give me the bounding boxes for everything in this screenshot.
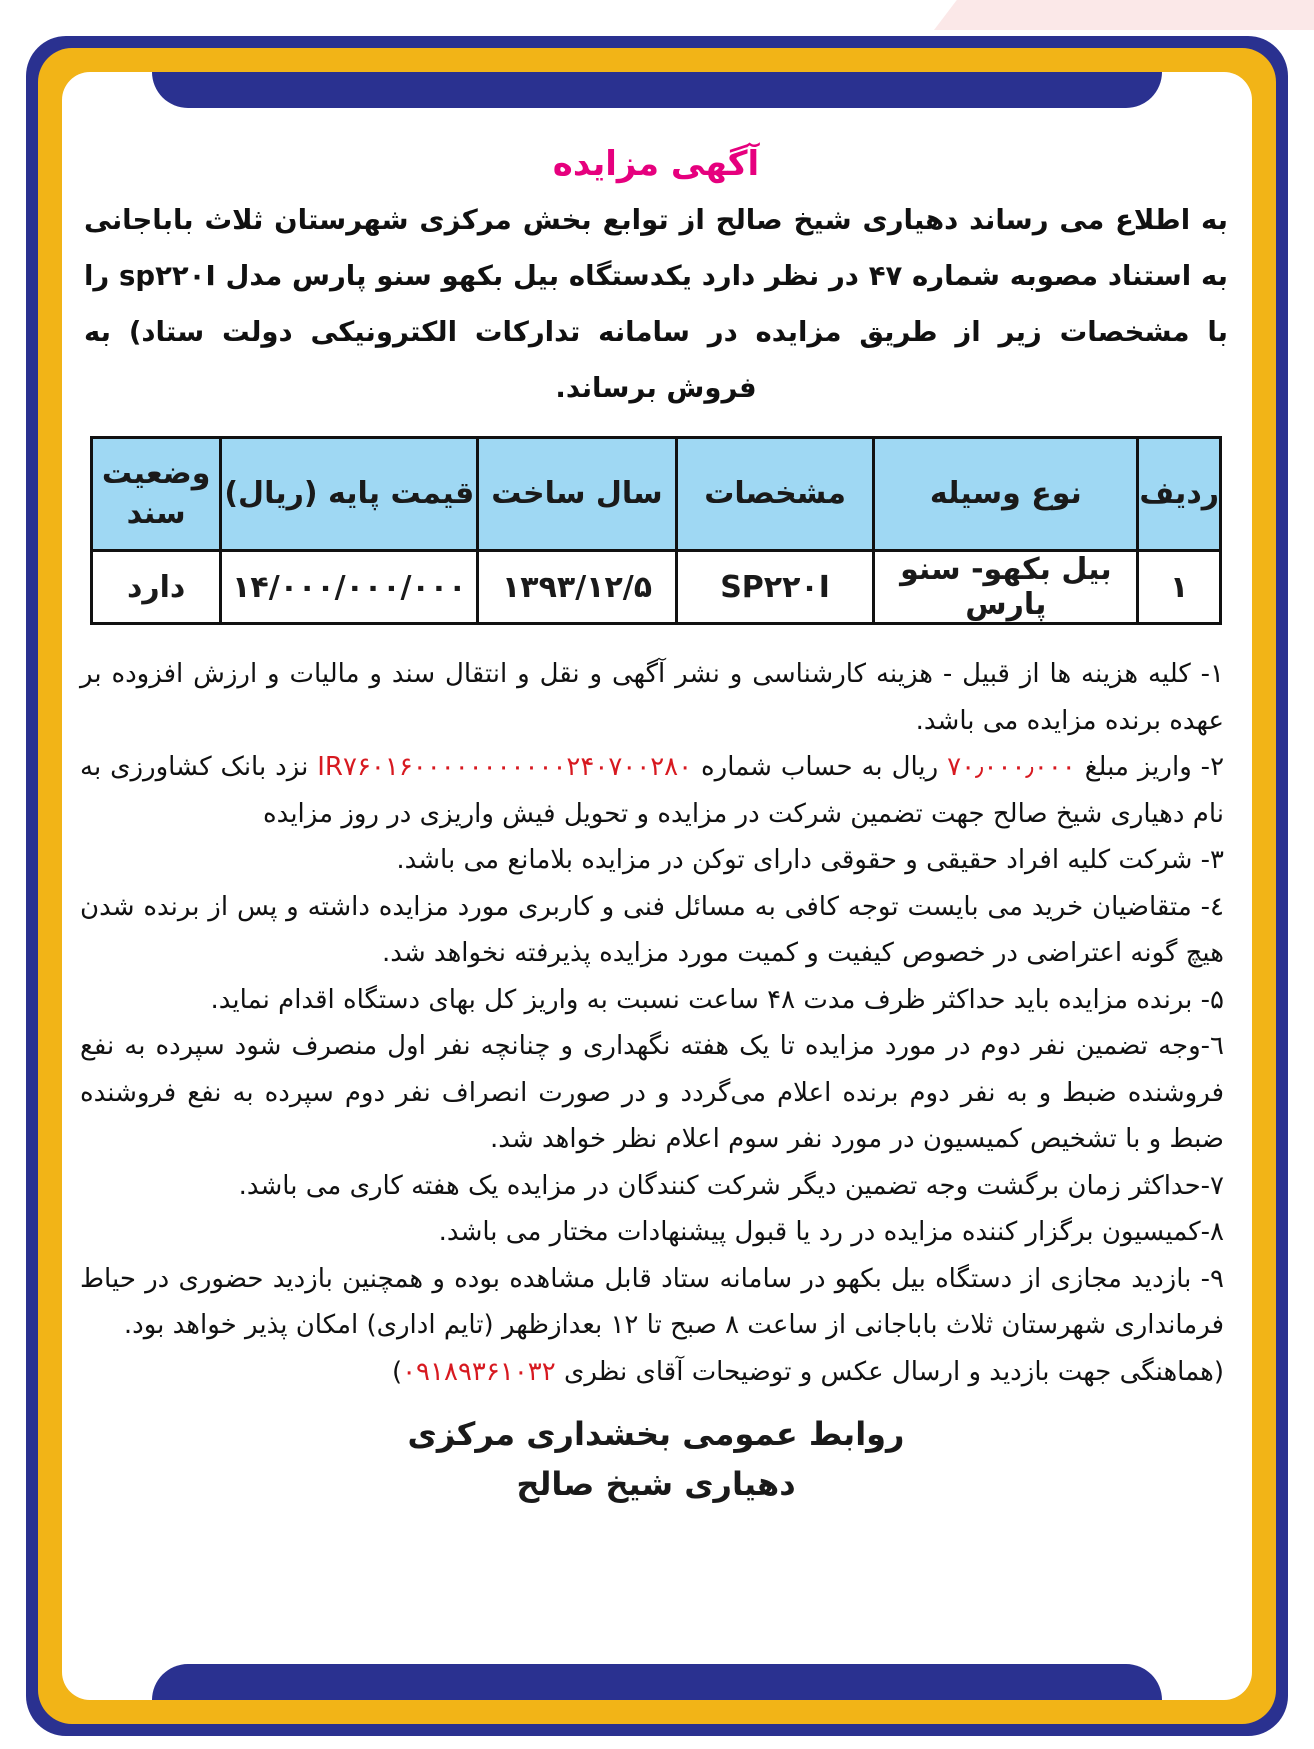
header-specs: مشخصات bbox=[676, 438, 874, 551]
signature-line-2: دهیاری شیخ صالح bbox=[516, 1465, 796, 1503]
cell-document-status: دارد bbox=[92, 551, 221, 624]
clause-6: ٦-وجه تضمین نفر دوم در مورد مزایده تا یک هفته نگهداری و چنانچه نفر اول منصرف شود سپرده به نفع فروشنده ضبط و به نفر دوم برنده اعلام می‌گردد و در صورت انصراف نفر دوم سپرده به نفع فروشنده ضبط و با تشخیص کمیسیون در مورد نفر سوم اعلام نظر خواهد شد. bbox=[80, 1031, 1224, 1154]
clause-3: ۳- شرکت کلیه افراد حقیقی و حقوقی دارای توکن در مزایده بلامانع می باشد. bbox=[396, 845, 1224, 875]
publisher-logo-strip bbox=[934, 0, 1314, 30]
table-row bbox=[92, 551, 1221, 624]
clause-2-prefix: ۲- واریز مبلغ bbox=[1084, 752, 1225, 782]
clause-9: ۹- بازدید مجازی از دستگاه بیل بکهو در سامانه ستاد قابل مشاهده بوده و همچنین بازدید حضوری در حیاط فرمانداری شهرستان ثلاث باباجانی از ساعت ۸ صبح تا ۱۲ بعدازظهر (تایم اداری) امکان پذیر خواهد بود. bbox=[80, 1263, 1224, 1340]
contact-prefix: (هماهنگی جهت بازدید و ارسال عکس و توضیحات آقای نظری bbox=[563, 1356, 1224, 1387]
clause-4: ٤- متقاضیان خرید می بایست توجه کافی به مسائل فنی و کاربری مورد مزایده داشته و پس از برنده شدن هیچ گونه اعتراضی در خصوص کیفیت و کمیت مورد مزایده پذیرفته نخواهد شد. bbox=[80, 891, 1224, 968]
conditions-list bbox=[80, 651, 1224, 1395]
header-document-status: وضعیت سند bbox=[92, 438, 221, 551]
top-strip bbox=[0, 0, 1314, 36]
clause-2-mid: ریال به حساب شماره bbox=[701, 752, 939, 782]
deposit-amount: ۷۰٫۰۰۰٫۰۰۰ bbox=[947, 752, 1076, 782]
clause-8: ۸-کمیسیون برگزار کننده مزایده در رد یا قبول پیشنهادات مختار می باشد. bbox=[438, 1217, 1224, 1247]
ad-content bbox=[62, 62, 1250, 1674]
table-header-row bbox=[92, 438, 1221, 551]
cell-base-price: ۱۴/۰۰۰/۰۰۰/۰۰۰ bbox=[221, 551, 478, 624]
contact-line bbox=[80, 1349, 1224, 1396]
header-build-year: سال ساخت bbox=[478, 438, 676, 551]
ad-title: آگهی مزایده bbox=[552, 144, 760, 184]
account-number: IR۷۶۰۱۶۰۰۰۰۰۰۰۰۰۰۰۲۴۰۷۰۰۲۸۰ bbox=[317, 752, 693, 782]
items-table bbox=[90, 436, 1222, 625]
header-row-number: ردیف bbox=[1138, 438, 1221, 551]
signature-line-1: روابط عمومی بخشداری مرکزی bbox=[407, 1415, 905, 1453]
clause-2-suffix: نزد بانک کشاورزی به نام دهیاری شیخ صالح جهت تضمین شرکت در مزایده و تحویل فیش واریزی در روز مزایده bbox=[80, 752, 1224, 829]
header-base-price: قیمت پایه (ریال) bbox=[221, 438, 478, 551]
contact-suffix: ) bbox=[391, 1356, 403, 1387]
cell-build-year: ۱۳۹۳/۱۲/۵ bbox=[478, 551, 676, 624]
cell-specs: SP۲۲۰I bbox=[676, 551, 874, 624]
signature-block bbox=[62, 1409, 1250, 1509]
clause-2 bbox=[80, 744, 1224, 837]
cell-row-number: ۱ bbox=[1138, 551, 1221, 624]
contact-phone: ۰۹۱۸۹۳۶۱۰۳۲ bbox=[402, 1356, 556, 1387]
intro-paragraph: به اطلاع می رساند دهیاری شیخ صالح از توابع بخش مرکزی شهرستان ثلاث باباجانی به استناد مصوبه شماره ۴۷ در نظر دارد یکدستگاه بیل بکهو سنو پارس مدل sp۲۲۰I را با مشخصات زیر از طریق مزایده در سامانه تدارکات الکترونیکی دولت ستاد) به فروش برساند. bbox=[84, 204, 1228, 404]
clause-7: ۷-حداکثر زمان برگشت وجه تضمین دیگر شرکت کنندگان در مزایده یک هفته کاری می باشد. bbox=[238, 1170, 1224, 1201]
clause-1: ۱- کلیه هزینه ها از قبیل - هزینه کارشناسی و نشر آگهی و نقل و انتقال سند و مالیات و ارزش افزوده بر عهده برنده مزایده می باشد. bbox=[80, 659, 1224, 736]
clause-5: ۵- برنده مزایده باید حداکثر ظرف مدت ۴۸ ساعت نسبت به واریز کل بهای دستگاه اقدام نماید. bbox=[210, 984, 1224, 1015]
header-vehicle-type: نوع وسیله bbox=[874, 438, 1138, 551]
cell-vehicle-type: بیل بکهو- سنو پارس bbox=[874, 551, 1138, 624]
